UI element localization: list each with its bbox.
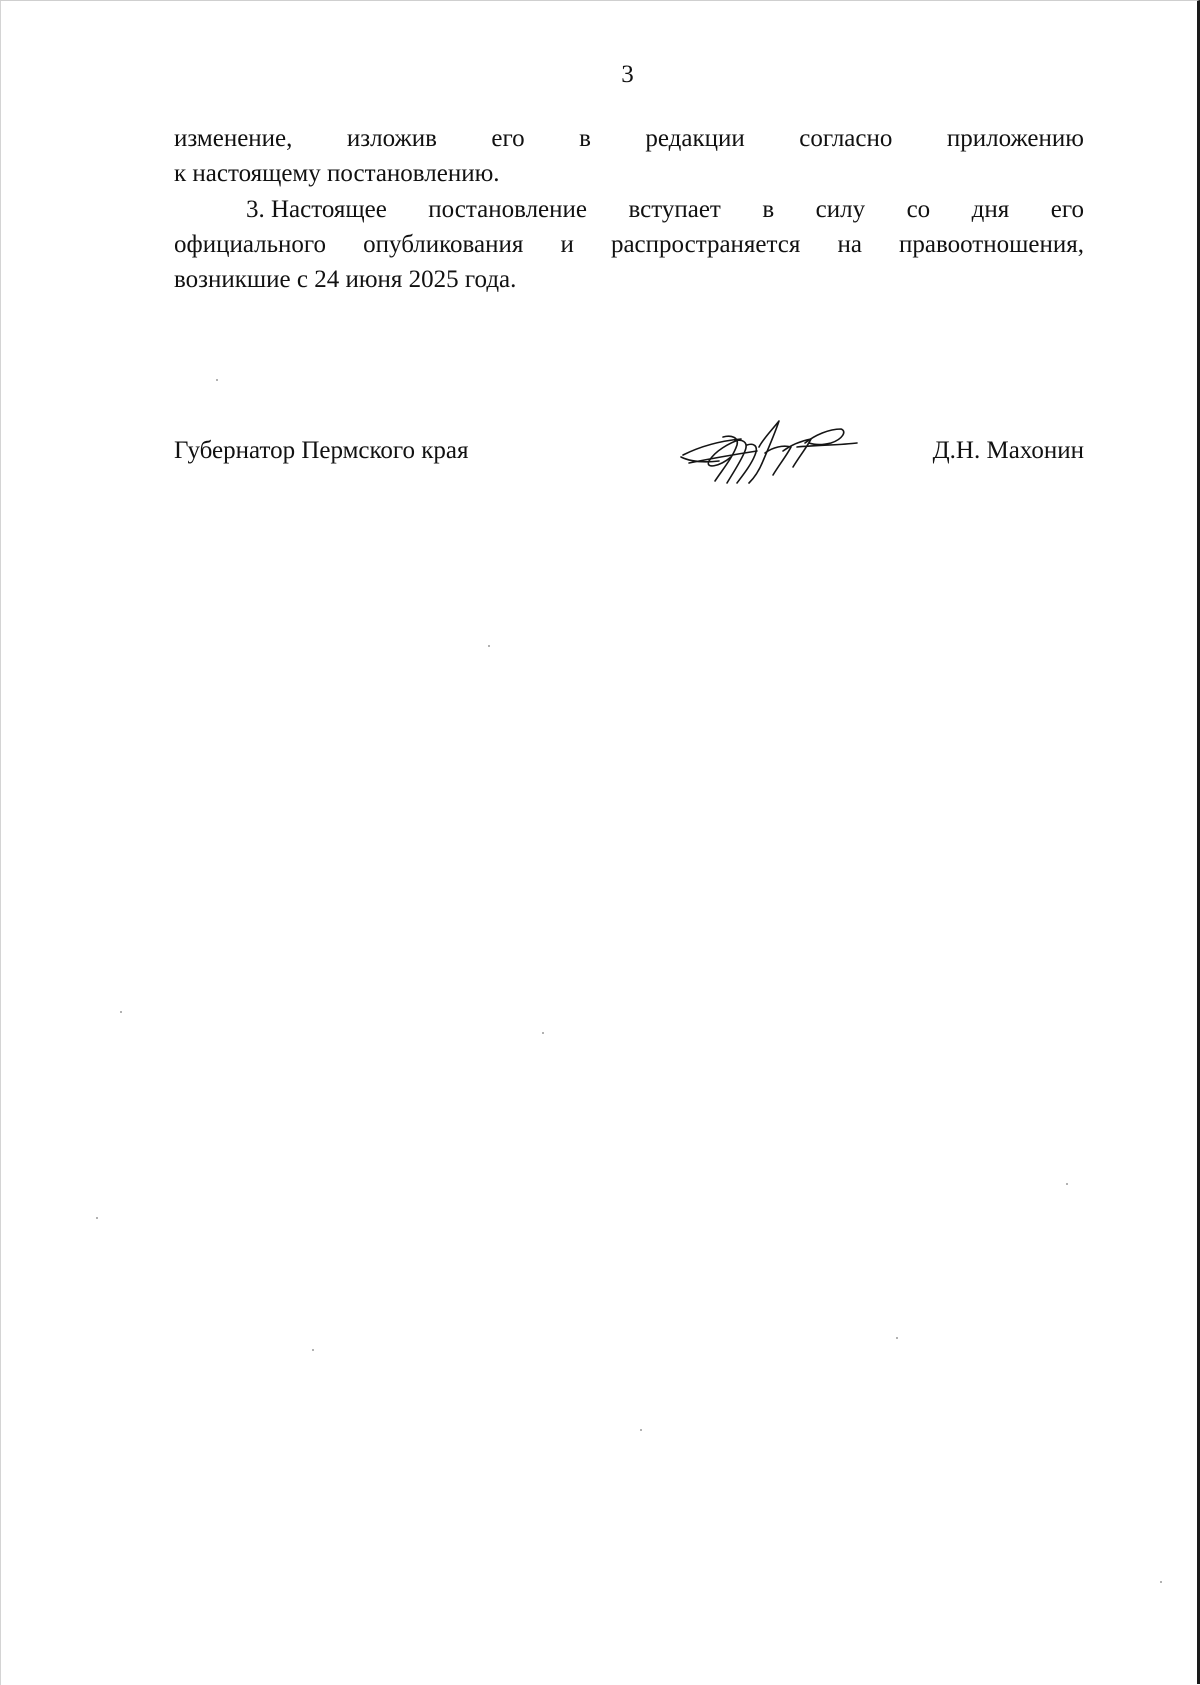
word: дня bbox=[971, 196, 1010, 223]
word: постановление bbox=[428, 196, 588, 223]
scan-speck bbox=[312, 1349, 314, 1351]
paragraph-1-line-2: к настоящему постановлению. bbox=[174, 160, 500, 187]
signature-block bbox=[174, 435, 1084, 495]
word: официального bbox=[174, 231, 327, 258]
word: изменение, bbox=[174, 125, 293, 152]
paragraph-2-line-3: возникшие с 24 июня 2025 года. bbox=[174, 266, 517, 293]
scan-speck bbox=[640, 1429, 642, 1431]
word: 3. Настоящее bbox=[246, 196, 387, 223]
word: согласно bbox=[799, 125, 893, 152]
word: опубликования bbox=[363, 231, 524, 258]
scan-speck bbox=[488, 645, 490, 647]
paragraph-2-line-1 bbox=[174, 192, 1084, 227]
word: в bbox=[579, 125, 591, 152]
paragraph-effective-date bbox=[174, 192, 1084, 297]
word: правоотношения, bbox=[899, 231, 1084, 258]
word: изложив bbox=[346, 125, 437, 152]
signer-title: Губернатор Пермского края bbox=[174, 437, 469, 464]
word: и bbox=[560, 231, 574, 258]
scan-speck bbox=[542, 1032, 544, 1034]
handwritten-signature bbox=[679, 417, 859, 489]
word: со bbox=[906, 196, 931, 223]
word: его bbox=[1050, 196, 1084, 223]
page-number: 3 bbox=[621, 61, 634, 88]
paragraph-2-line-2 bbox=[174, 227, 1084, 262]
word: вступает bbox=[628, 196, 721, 223]
paragraph-1-line-1 bbox=[174, 121, 1084, 156]
word: в bbox=[762, 196, 775, 223]
page-left-edge bbox=[0, 1, 1, 1685]
scan-speck bbox=[120, 1011, 122, 1013]
word: распространяется bbox=[610, 231, 801, 258]
paragraph-amendment bbox=[174, 121, 1084, 191]
word: редакции bbox=[645, 125, 745, 152]
word: на bbox=[837, 231, 862, 258]
word: приложению bbox=[946, 125, 1084, 152]
word: его bbox=[491, 125, 525, 152]
signer-name: Д.Н. Махонин bbox=[932, 437, 1084, 464]
word: силу bbox=[815, 196, 866, 223]
scan-speck bbox=[896, 1337, 898, 1339]
scan-speck bbox=[96, 1217, 98, 1219]
scan-speck bbox=[1160, 1581, 1162, 1583]
scan-speck bbox=[216, 379, 218, 381]
scan-speck bbox=[1066, 1183, 1068, 1185]
